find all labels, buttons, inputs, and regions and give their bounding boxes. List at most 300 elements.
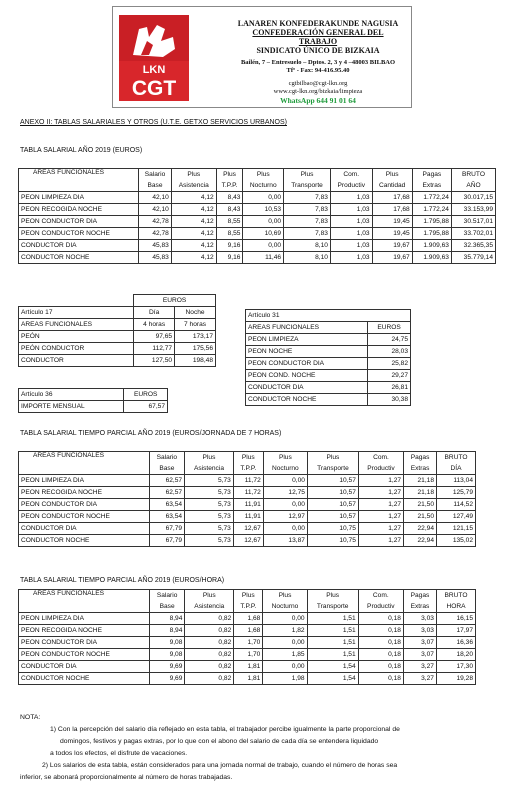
table-row <box>246 394 411 406</box>
table-cell: 1.772,24 <box>412 192 451 204</box>
table-cell: 1,27 <box>358 535 403 547</box>
column-header: Nocturno <box>243 180 284 192</box>
row-label: CONDUCTOR DIA <box>19 523 150 535</box>
table-cell: 135,02 <box>437 535 476 547</box>
table-cell: 33.153,99 <box>451 204 495 216</box>
column-header: Cantidad <box>372 180 412 192</box>
row-label: PEON CONDUCTOR NOCHE <box>19 228 139 240</box>
table-row <box>19 661 476 673</box>
logo-cgt-text: CGT <box>131 77 177 100</box>
org-union: SINDICATO ÚNICO DE BIZKAIA <box>256 46 380 55</box>
row-label: PEON RECOGIDA NOCHE <box>19 487 150 499</box>
column-header: BRUTO <box>436 590 475 602</box>
table-cell: 24,75 <box>368 334 411 346</box>
table-cell: 7,83 <box>284 204 331 216</box>
table-cell: 10,57 <box>307 487 358 499</box>
table-row <box>19 216 496 228</box>
table-cell: 0,82 <box>185 637 234 649</box>
table-cell: 3,27 <box>403 661 436 673</box>
table-row <box>246 358 411 370</box>
table-cell: 1,85 <box>263 649 307 661</box>
table-cell: 10,57 <box>307 499 358 511</box>
table-cell: 5,73 <box>185 535 234 547</box>
header-row <box>19 295 216 307</box>
table-cell: 0,00 <box>243 216 284 228</box>
table-cell: 10,69 <box>243 228 284 240</box>
row-label: CONDUCTOR NOCHE <box>19 535 150 547</box>
table-cell: 0,18 <box>358 673 403 685</box>
table-cell: 0,18 <box>358 661 403 673</box>
table-cell: 1.795,88 <box>412 228 451 240</box>
table-cell: 12,75 <box>263 487 307 499</box>
column-header: AREAS FUNCIONALES <box>19 169 139 181</box>
article17-table <box>18 294 216 367</box>
org-email: cgtbilbao@cgt-lkn.org <box>288 80 348 87</box>
column-header: 4 horas <box>134 319 175 331</box>
column-header: EUROS <box>368 322 411 334</box>
column-header: Artículo 17 <box>19 307 134 319</box>
table-cell: 7,83 <box>284 228 331 240</box>
org-name-basque: LANAREN KONFEDERAKUNDE NAGUSIA <box>237 19 399 28</box>
table-cell: 127,50 <box>134 355 175 367</box>
table-cell: 8,43 <box>216 192 243 204</box>
column-header: Plus <box>284 169 331 181</box>
table-cell: 1,81 <box>234 661 263 673</box>
row-label: PEON RECOGIDA NOCHE <box>19 625 150 637</box>
table-row <box>19 331 216 343</box>
column-header: Plus <box>263 452 307 464</box>
table-cell: 10,75 <box>307 523 358 535</box>
notes-label: NOTA: <box>20 714 41 721</box>
column-header: Artículo 31 <box>246 310 411 322</box>
row-label: PEON LIMPIEZA DIA <box>19 613 150 625</box>
table-row <box>19 487 476 499</box>
column-header: AREAS FUNCIONALES <box>246 322 368 334</box>
table-cell: 12,67 <box>233 535 263 547</box>
column-header: AREAS FUNCIONALES <box>19 590 150 602</box>
table-cell: 26,81 <box>368 382 411 394</box>
table-cell: 17,30 <box>436 661 475 673</box>
header-row <box>19 319 216 331</box>
table-cell: 5,73 <box>185 523 234 535</box>
table-cell: 17,68 <box>372 192 412 204</box>
column-header: Transporte <box>284 180 331 192</box>
column-header: Artículo 36 <box>19 389 124 401</box>
letterhead-text <box>233 19 403 106</box>
table-cell: 45,83 <box>139 240 172 252</box>
note1-line3: a todos los efectos, el disfrute de vacaciones. <box>50 750 188 757</box>
table-cell: 9,08 <box>149 637 185 649</box>
table-cell: 1.772,24 <box>412 204 451 216</box>
table-cell: 9,69 <box>149 673 185 685</box>
column-header: Nocturno <box>263 463 307 475</box>
table-cell: 0,82 <box>185 661 234 673</box>
table-cell: 19,45 <box>372 228 412 240</box>
table-cell: 97,65 <box>134 331 175 343</box>
table-cell: 0,82 <box>185 673 234 685</box>
cgt-logo <box>119 15 189 101</box>
table-row <box>19 204 496 216</box>
table-cell: 1,70 <box>234 649 263 661</box>
table-cell: 5,73 <box>185 487 234 499</box>
column-header: Plus <box>243 169 284 181</box>
table-cell: 10,53 <box>243 204 284 216</box>
column-header: Plus <box>185 590 234 602</box>
table-cell: 3,03 <box>403 625 436 637</box>
column-header <box>19 463 150 475</box>
table-cell: 4,12 <box>171 240 216 252</box>
table-cell: 11,91 <box>233 511 263 523</box>
column-header <box>19 601 150 613</box>
table-row <box>19 252 496 264</box>
column-header: Transporte <box>307 463 358 475</box>
table-cell: 1,03 <box>330 228 372 240</box>
table-cell: 0,82 <box>185 649 234 661</box>
table-cell: 125,79 <box>437 487 476 499</box>
table-cell: 12,97 <box>263 511 307 523</box>
org-web: www.cgt-lkn.org/bizkaia/limpieza <box>273 88 363 95</box>
table-cell: 4,12 <box>171 216 216 228</box>
row-label: CONDUCTOR NOCHE <box>19 252 139 264</box>
table-cell: 4,12 <box>171 192 216 204</box>
table-cell: 114,52 <box>437 499 476 511</box>
table-cell: 0,18 <box>358 613 403 625</box>
table-cell: 21,18 <box>404 487 437 499</box>
table-cell: 25,82 <box>368 358 411 370</box>
table3-title: TABLA SALARIAL TIEMPO PARCIAL AÑO 2019 (EUROS/HORA) <box>20 577 225 584</box>
column-header: AÑO <box>451 180 495 192</box>
table-cell: 175,56 <box>175 343 216 355</box>
table-row <box>19 228 496 240</box>
table-cell: 1,98 <box>263 673 307 685</box>
table-row <box>246 370 411 382</box>
table-cell: 11,91 <box>233 499 263 511</box>
column-header: Día <box>134 307 175 319</box>
table-cell: 1,68 <box>234 625 263 637</box>
column-header: HORA <box>436 601 475 613</box>
table-cell: 19,28 <box>436 673 475 685</box>
table-cell: 0,00 <box>263 661 307 673</box>
column-header: Base <box>149 463 185 475</box>
row-label: PEON LIMPIEZA <box>246 334 368 346</box>
table-cell: 10,75 <box>307 535 358 547</box>
table-cell: 1,51 <box>307 649 358 661</box>
column-header: Extras <box>412 180 451 192</box>
table-cell: 19,67 <box>372 240 412 252</box>
table-cell: 112,77 <box>134 343 175 355</box>
notes <box>20 712 500 784</box>
row-label: IMPORTE MENSUAL <box>19 401 124 413</box>
table-cell: 8,10 <box>284 240 331 252</box>
row-label: PEON CONDUCTOR DIA <box>19 499 150 511</box>
row-label: CONDUCTOR DIA <box>19 661 150 673</box>
column-header: Pagas <box>403 590 436 602</box>
article36-table <box>18 388 168 413</box>
note1-line2: domingos, festivos y pagas extras, por lo que con el abono del salario de cada día se entendera liquidado <box>60 738 379 745</box>
table-cell: 21,50 <box>404 499 437 511</box>
table-cell: 11,72 <box>233 487 263 499</box>
table-cell: 0,18 <box>358 649 403 661</box>
table-cell: 30,38 <box>368 394 411 406</box>
note2-line1: 2) Los salarios de esta tabla, están considerados para una jornada normal de trabajo, cuando el número de horas sea <box>42 762 398 769</box>
table-row <box>19 401 168 413</box>
table-cell: 0,00 <box>263 523 307 535</box>
table-cell: 4,12 <box>171 204 216 216</box>
table-row <box>19 475 476 487</box>
letterhead <box>112 6 412 108</box>
table-cell: 5,73 <box>185 499 234 511</box>
table-row <box>19 343 216 355</box>
org-whatsapp: WhatsApp 644 91 01 64 <box>280 96 356 105</box>
column-header: Asistencia <box>171 180 216 192</box>
table-cell: 1,82 <box>263 625 307 637</box>
row-label: CONDUCTOR <box>19 355 134 367</box>
logo-lkn-text: LKN <box>142 64 166 76</box>
column-header: Salario <box>149 452 185 464</box>
note1-line1: 1) Con la percepción del salario día reflejado en esta tabla, el trabajador percibe igualmente la parte proporcional de <box>50 726 400 733</box>
row-label: PEON CONDUCTOR DIA <box>19 637 150 649</box>
column-header: Noche <box>175 307 216 319</box>
row-label: CONDUCTOR DIA <box>19 240 139 252</box>
column-header: Plus <box>171 169 216 181</box>
table-cell: 1,27 <box>358 499 403 511</box>
table-cell: 32.365,35 <box>451 240 495 252</box>
table-cell: 127,49 <box>437 511 476 523</box>
header-row <box>19 452 476 464</box>
table-cell: 11,72 <box>233 475 263 487</box>
header-row <box>19 307 216 319</box>
table-cell: 10,57 <box>307 511 358 523</box>
table-row <box>19 535 476 547</box>
table-row <box>19 625 476 637</box>
column-header: DÍA <box>437 463 476 475</box>
table-cell: 1,51 <box>307 613 358 625</box>
table-cell: 1,27 <box>358 487 403 499</box>
table-cell: 19,67 <box>372 252 412 264</box>
column-header: Asistencia <box>185 463 234 475</box>
table-cell: 67,57 <box>124 401 168 413</box>
table-cell: 29,27 <box>368 370 411 382</box>
table-cell: 9,08 <box>149 649 185 661</box>
table-cell: 1,03 <box>330 204 372 216</box>
table-cell: 198,48 <box>175 355 216 367</box>
table-row <box>19 355 216 367</box>
table-cell: 1,03 <box>330 216 372 228</box>
column-header: Extras <box>403 601 436 613</box>
row-label: PEON RECOGIDA NOCHE <box>19 204 139 216</box>
table-cell: 1,03 <box>330 240 372 252</box>
org-phone: Tfº - Fax: 94-416.95.40 <box>286 67 350 74</box>
table-cell: 121,15 <box>437 523 476 535</box>
table-cell: 16,36 <box>436 637 475 649</box>
column-header: Plus <box>307 452 358 464</box>
table-cell: 0,82 <box>185 625 234 637</box>
column-header: Plus <box>216 169 243 181</box>
column-header: Extras <box>404 463 437 475</box>
table-cell: 0,82 <box>185 613 234 625</box>
table-cell: 1,27 <box>358 523 403 535</box>
org-name-spanish: CONFEDERACIÓN GENERAL DEL TRABAJO <box>252 28 384 46</box>
table-row <box>19 499 476 511</box>
table-cell: 0,18 <box>358 625 403 637</box>
header-row <box>19 601 476 613</box>
table-cell: 45,83 <box>139 252 172 264</box>
table-cell: 11,46 <box>243 252 284 264</box>
column-header: Com. <box>330 169 372 181</box>
table-cell: 21,50 <box>404 511 437 523</box>
header-row <box>246 322 411 334</box>
column-header: Productiv <box>330 180 372 192</box>
table-cell: 30.517,01 <box>451 216 495 228</box>
table-cell: 1,27 <box>358 511 403 523</box>
table-cell: 0,00 <box>263 613 307 625</box>
column-header: Salario <box>149 590 185 602</box>
table-cell: 22,94 <box>404 535 437 547</box>
table-cell: 8,55 <box>216 216 243 228</box>
table-cell: 1,54 <box>307 673 358 685</box>
table-row <box>19 637 476 649</box>
header-row <box>19 389 168 401</box>
column-header: BRUTO <box>437 452 476 464</box>
table-row <box>19 511 476 523</box>
table-cell: 13,87 <box>263 535 307 547</box>
row-label: CONDUCTOR DIA <box>246 382 368 394</box>
row-label: PEON CONDUCTOR NOCHE <box>19 511 150 523</box>
table-cell: 9,16 <box>216 252 243 264</box>
table-cell: 18,20 <box>436 649 475 661</box>
table-cell: 63,54 <box>149 499 185 511</box>
table2 <box>18 451 476 547</box>
table-cell: 0,18 <box>358 637 403 649</box>
table-row <box>19 673 476 685</box>
column-header: EUROS <box>124 389 168 401</box>
header-row <box>19 169 496 181</box>
table1 <box>18 168 496 264</box>
table-cell: 0,00 <box>243 192 284 204</box>
table-cell: 8,94 <box>149 625 185 637</box>
table-cell: 1,54 <box>307 661 358 673</box>
note2-line2: inferior, se abonará proporcionalmente al número de horas trabajadas. <box>20 774 233 781</box>
table-cell: 30.017,15 <box>451 192 495 204</box>
row-label: PEON NOCHE <box>246 346 368 358</box>
table-cell: 12,67 <box>233 523 263 535</box>
table-cell: 63,54 <box>149 511 185 523</box>
column-header: T.P.P. <box>233 463 263 475</box>
column-header: Pagas <box>404 452 437 464</box>
table-cell: 3,07 <box>403 637 436 649</box>
row-label: PEON CONDUCTOR NOCHE <box>19 649 150 661</box>
table-cell: 1,51 <box>307 625 358 637</box>
column-header: Com. <box>358 590 403 602</box>
column-header: Pagas <box>412 169 451 181</box>
table-cell: 1.795,88 <box>412 216 451 228</box>
table-cell: 22,94 <box>404 523 437 535</box>
column-header: Productiv <box>358 463 403 475</box>
row-label: PEON CONDUCTOR DIA <box>246 358 368 370</box>
table-cell: 1,81 <box>234 673 263 685</box>
table-cell: 28,03 <box>368 346 411 358</box>
column-header: Asistencia <box>185 601 234 613</box>
annex-title: ANEXO II: TABLAS SALARIALES Y OTROS (U.T.E. GETXO SERVICIOS URBANOS) <box>20 119 287 126</box>
table-cell: 3,03 <box>403 613 436 625</box>
table-cell: 17,97 <box>436 625 475 637</box>
table-cell: 10,57 <box>307 475 358 487</box>
column-header: Transporte <box>307 601 358 613</box>
table-row <box>19 523 476 535</box>
column-header: Productiv <box>358 601 403 613</box>
table-cell: 1.909,63 <box>412 240 451 252</box>
column-header: Plus <box>307 590 358 602</box>
table-cell: 1,70 <box>234 637 263 649</box>
table-cell: 113,04 <box>437 475 476 487</box>
row-label: PEON LIMPIEZA DIA <box>19 475 150 487</box>
header-row <box>19 180 496 192</box>
table-cell: 16,15 <box>436 613 475 625</box>
table-cell: 9,16 <box>216 240 243 252</box>
table-cell: 5,73 <box>185 475 234 487</box>
table-cell: 19,45 <box>372 216 412 228</box>
column-header: BRUTO <box>451 169 495 181</box>
table-cell: 0,00 <box>263 499 307 511</box>
column-header: Plus <box>372 169 412 181</box>
table-cell: 8,55 <box>216 228 243 240</box>
table-cell: 42,10 <box>139 204 172 216</box>
row-label: PEON CONDUCTOR DIA <box>19 216 139 228</box>
table-cell: 67,79 <box>149 535 185 547</box>
article31-table <box>245 309 411 406</box>
table2-title: TABLA SALARIAL TIEMPO PARCIAL AÑO 2019 (EUROS/JORNADA DE 7 HORAS) <box>20 430 282 437</box>
row-label: PEÓN CONDUCTOR <box>19 343 134 355</box>
table-cell: 1,68 <box>234 613 263 625</box>
column-header: EUROS <box>134 295 216 307</box>
table-cell: 8,94 <box>149 613 185 625</box>
table-row <box>246 334 411 346</box>
table-cell: 9,69 <box>149 661 185 673</box>
table-cell: 8,43 <box>216 204 243 216</box>
table-cell: 67,79 <box>149 523 185 535</box>
table-cell: 35.779,14 <box>451 252 495 264</box>
row-label: CONDUCTOR NOCHE <box>19 673 150 685</box>
table-row <box>19 240 496 252</box>
table-cell: 5,73 <box>185 511 234 523</box>
column-header: Nocturno <box>263 601 307 613</box>
org-address: Bailén, 7 – Entresuelo – Dptos. 2, 3 y 4 –48003 BILBAO <box>240 59 396 66</box>
table-cell: 8,10 <box>284 252 331 264</box>
table-cell: 3,07 <box>403 649 436 661</box>
table-cell: 4,12 <box>171 228 216 240</box>
table-cell: 1,03 <box>330 192 372 204</box>
row-label: PEON COND. NOCHE <box>246 370 368 382</box>
row-label: PEON LIMPIEZA DIA <box>19 192 139 204</box>
table-cell: 42,78 <box>139 228 172 240</box>
header-row <box>19 590 476 602</box>
table-cell: 21,18 <box>404 475 437 487</box>
table-row <box>246 346 411 358</box>
column-header: Plus <box>263 590 307 602</box>
column-header: T.P.P. <box>216 180 243 192</box>
table-cell: 7,83 <box>284 216 331 228</box>
column-header: Salario <box>139 169 172 181</box>
header-row <box>246 310 411 322</box>
table-cell: 1.909,63 <box>412 252 451 264</box>
column-header: Plus <box>234 590 263 602</box>
table-cell: 1,51 <box>307 637 358 649</box>
table1-title: TABLA SALARIAL AÑO 2019 (EUROS) <box>20 147 143 154</box>
column-header: Base <box>139 180 172 192</box>
table-cell: 33.702,01 <box>451 228 495 240</box>
column-header: Base <box>149 601 185 613</box>
table-cell: 1,27 <box>358 475 403 487</box>
